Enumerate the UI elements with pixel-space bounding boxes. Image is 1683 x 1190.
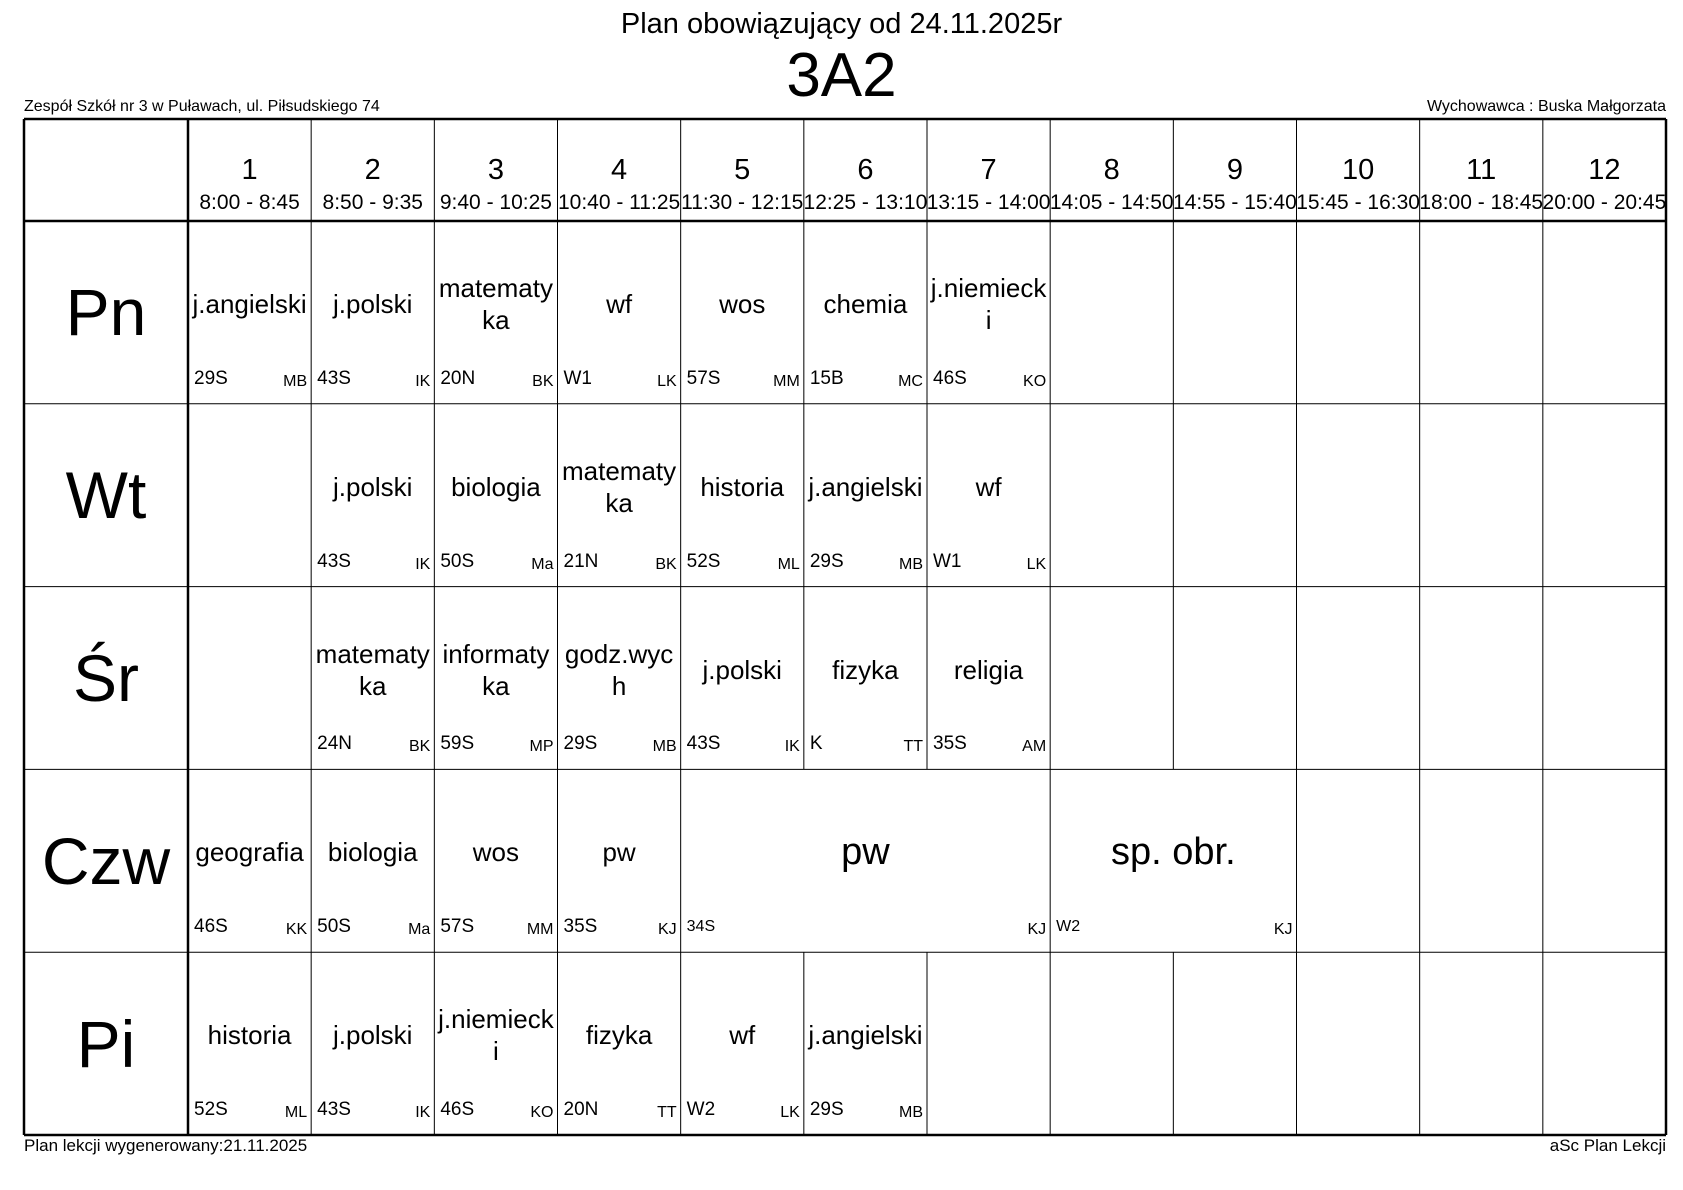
lesson-subject: religia: [953, 654, 1024, 685]
lesson-teacher: LK: [1026, 555, 1047, 573]
lesson-subject: godz.wych: [564, 638, 674, 701]
lesson-teacher: BK: [655, 555, 677, 573]
lesson-teacher: LK: [657, 372, 677, 390]
lesson-cell: [311, 952, 434, 1135]
period-number: 9: [1226, 154, 1243, 186]
lesson-room: 35S: [933, 733, 967, 755]
lesson-teacher: IK: [415, 1103, 431, 1121]
class-tutor: Wychowawca : Buska Małgorzata: [1426, 98, 1666, 115]
lesson-room: W2: [1056, 918, 1081, 936]
lesson-room: W1: [933, 550, 962, 572]
period-number: 2: [364, 154, 381, 186]
lesson-subject: matematyka: [438, 273, 553, 335]
lesson-subject: j.angielski: [808, 471, 923, 502]
lesson-cell: [311, 587, 434, 770]
lesson-room: 43S: [317, 550, 351, 572]
period-time: 8:50 - 9:35: [322, 191, 423, 214]
day-label: Pn: [65, 275, 147, 350]
lesson-subject: informatyka: [442, 638, 550, 701]
period-time: 15:45 - 16:30: [1296, 191, 1420, 214]
period-time: 14:55 - 15:40: [1173, 191, 1297, 214]
period-number: 5: [734, 154, 751, 186]
period-number: 6: [857, 154, 874, 186]
lesson-teacher: BK: [532, 372, 554, 390]
lesson-room: 52S: [194, 1098, 228, 1120]
lesson-subject: wos: [719, 289, 766, 319]
lesson-cell: [681, 221, 804, 404]
lesson-teacher: MM: [526, 921, 554, 939]
lesson-room: 24N: [317, 733, 353, 755]
period-time: 12:25 - 13:10: [803, 191, 928, 214]
day-label: Wt: [65, 458, 147, 533]
lesson-room: 29S: [809, 1098, 844, 1120]
generated-date: Plan lekcji wygenerowany:21.11.2025: [24, 1136, 308, 1155]
lesson-room: 35S: [563, 916, 598, 938]
lesson-teacher: KO: [1023, 372, 1047, 390]
period-time: 11:30 - 12:15: [681, 191, 804, 214]
lesson-teacher: BK: [408, 738, 431, 756]
lesson-teacher: MB: [652, 738, 677, 756]
lesson-teacher: Ma: [531, 555, 554, 573]
lesson-cell: [681, 769, 1051, 952]
lesson-cell: [188, 221, 311, 404]
lesson-teacher: AM: [1022, 738, 1047, 756]
lesson-cell: [188, 952, 311, 1135]
lesson-subject: pw: [841, 831, 890, 874]
lesson-cell: [927, 404, 1050, 587]
lesson-teacher: MB: [898, 1103, 923, 1121]
lesson-subject: j.polski: [332, 289, 413, 319]
lesson-teacher: KJ: [1273, 921, 1293, 939]
lesson-subject: pw: [602, 837, 636, 868]
lesson-room: 57S: [686, 367, 721, 389]
lesson-subject: j.polski: [702, 654, 782, 685]
lesson-teacher: TT: [657, 1103, 677, 1121]
lesson-cell: [804, 221, 927, 404]
lesson-room: 43S: [686, 733, 721, 755]
lesson-cell: [434, 587, 557, 770]
lesson-subject: j.niemiecki: [930, 273, 1047, 335]
period-time: 9:40 - 10:25: [439, 191, 552, 214]
period-number: 8: [1103, 154, 1120, 186]
lesson-cell: [188, 769, 311, 952]
school-name: Zespół Szkół nr 3 w Puławach, ul. Piłsudskiego 74: [24, 98, 380, 115]
app-credit: aSc Plan Lekcji: [1549, 1136, 1666, 1155]
lesson-subject: wf: [975, 471, 1002, 502]
lesson-teacher: MB: [283, 372, 308, 390]
lesson-teacher: ML: [284, 1103, 308, 1121]
lesson-subject: matematyka: [315, 638, 430, 701]
period-number: 4: [611, 154, 628, 186]
lesson-teacher: LK: [780, 1103, 800, 1121]
lesson-subject: j.niemiecki: [438, 1004, 554, 1067]
lesson-subject: fizyka: [585, 1020, 653, 1051]
lesson-room: 15B: [809, 367, 844, 389]
lesson-subject: biologia: [451, 471, 541, 502]
lesson-room: 20N: [563, 1098, 599, 1120]
lesson-subject: sp. obr.: [1111, 831, 1236, 874]
lesson-room: K: [809, 733, 823, 755]
period-number: 11: [1466, 154, 1497, 186]
lesson-subject: j.angielski: [192, 289, 307, 319]
lesson-room: 43S: [317, 367, 351, 389]
lesson-teacher: KJ: [1027, 921, 1047, 939]
class-name: 3A2: [786, 41, 897, 110]
lesson-subject: geografia: [195, 837, 304, 868]
day-label: Pi: [76, 1006, 136, 1081]
lesson-subject: j.polski: [332, 1020, 413, 1051]
lesson-room: W2: [686, 1098, 716, 1120]
day-label: Czw: [41, 823, 171, 898]
period-header: [1543, 119, 1666, 221]
lesson-room: 46S: [440, 1098, 475, 1120]
lesson-subject: wf: [606, 289, 633, 319]
lesson-room: 34S: [686, 918, 716, 936]
lesson-room: 46S: [194, 916, 228, 938]
lesson-teacher: IK: [784, 738, 800, 756]
lesson-cell: [434, 221, 557, 404]
lesson-teacher: ML: [777, 555, 800, 573]
lesson-teacher: KK: [285, 921, 308, 939]
lesson-cell: [558, 952, 681, 1135]
lesson-cell: [681, 404, 804, 587]
lesson-teacher: MB: [898, 555, 923, 573]
lesson-cell: [927, 221, 1050, 404]
lesson-room: 29S: [563, 733, 598, 755]
lesson-teacher: KJ: [657, 921, 677, 939]
lesson-room: 50S: [440, 550, 475, 572]
lesson-cell: [558, 587, 681, 770]
lesson-cell: [558, 769, 681, 952]
lesson-cell: [804, 404, 927, 587]
lesson-room: 50S: [317, 916, 351, 938]
page-title: Plan obowiązujący od 24.11.2025r: [620, 8, 1063, 40]
period-number: 7: [980, 154, 997, 186]
period-number: 10: [1341, 154, 1375, 186]
lesson-room: 57S: [440, 916, 475, 938]
lesson-subject: j.angielski: [808, 1020, 923, 1051]
lesson-room: 43S: [317, 1098, 351, 1120]
lesson-subject: wos: [472, 837, 520, 868]
lesson-room: 21N: [563, 550, 599, 572]
lesson-room: 46S: [933, 367, 967, 389]
lesson-cell: [434, 404, 557, 587]
lesson-subject: wf: [729, 1020, 756, 1051]
lesson-teacher: MC: [898, 372, 923, 390]
lesson-teacher: MM: [773, 372, 800, 390]
period-time: 18:00 - 18:45: [1419, 191, 1544, 214]
lesson-cell: [558, 404, 681, 587]
lesson-subject: historia: [700, 471, 785, 502]
period-time: 20:00 - 20:45: [1542, 191, 1667, 214]
lesson-cell: [434, 769, 557, 952]
lesson-teacher: Ma: [408, 921, 431, 939]
lesson-cell: [558, 221, 681, 404]
lesson-subject: biologia: [327, 837, 418, 868]
period-time: 13:15 - 14:00: [926, 191, 1051, 214]
lesson-teacher: IK: [415, 555, 431, 573]
period-number: 1: [241, 154, 258, 186]
lesson-cell: [804, 952, 927, 1135]
lesson-teacher: IK: [415, 372, 431, 390]
lesson-subject: historia: [207, 1020, 292, 1051]
lesson-cell: [681, 587, 804, 770]
lesson-cell: [311, 221, 434, 404]
lesson-subject: j.polski: [332, 471, 413, 502]
period-time: 8:00 - 8:45: [199, 191, 300, 214]
lesson-subject: chemia: [823, 289, 908, 319]
lesson-room: 59S: [440, 733, 475, 755]
lesson-cell: [311, 769, 434, 952]
lesson-cell: [1050, 769, 1296, 952]
lesson-cell: [681, 952, 804, 1135]
lesson-teacher: TT: [903, 738, 923, 756]
lesson-cell: [311, 404, 434, 587]
lesson-subject: fizyka: [832, 654, 899, 685]
period-time: 14:05 - 14:50: [1049, 191, 1174, 214]
lesson-teacher: MP: [529, 738, 554, 756]
period-number: 3: [487, 154, 504, 186]
day-label: Śr: [73, 641, 139, 715]
lesson-cell: [804, 587, 927, 770]
period-number: 12: [1588, 154, 1621, 186]
lesson-cell: [434, 952, 557, 1135]
lesson-room: W1: [563, 367, 592, 389]
period-time: 10:40 - 11:25: [557, 191, 681, 214]
lesson-cell: [927, 587, 1050, 770]
lesson-room: 29S: [809, 550, 844, 572]
lesson-room: 20N: [440, 367, 476, 389]
lesson-room: 52S: [686, 550, 721, 572]
lesson-teacher: KO: [530, 1103, 554, 1121]
lesson-room: 29S: [194, 367, 228, 389]
lesson-subject: matematyka: [562, 455, 677, 518]
